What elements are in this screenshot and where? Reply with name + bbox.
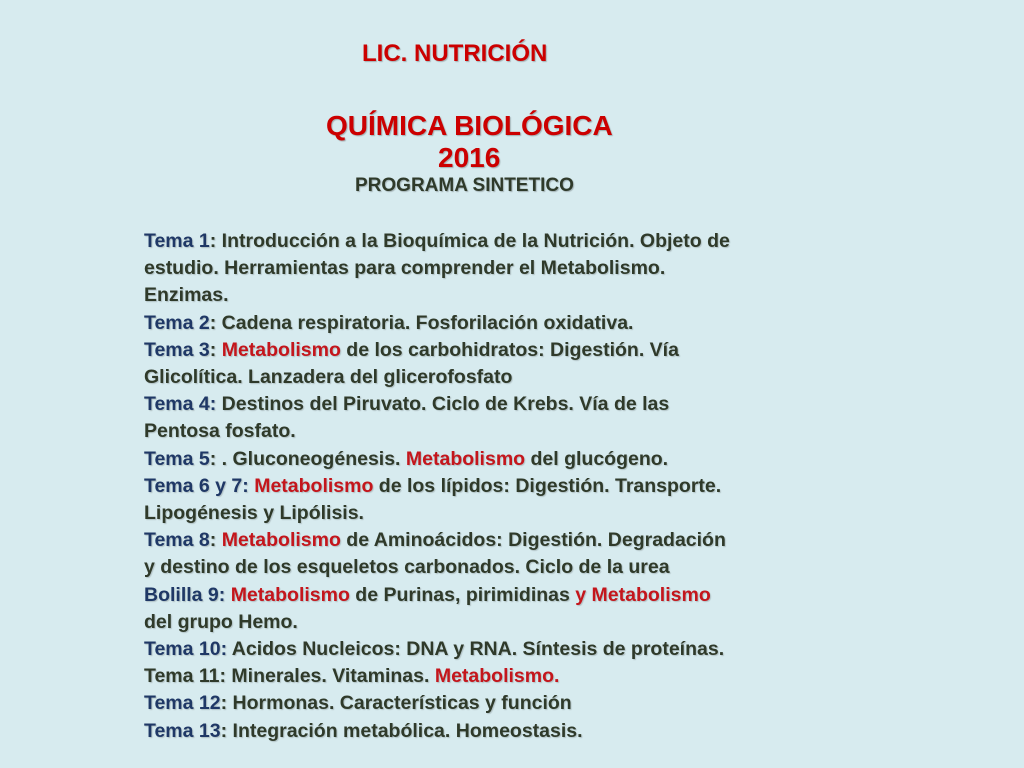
program-text-run: : Integración metabólica. Homeostasis.: [220, 719, 583, 742]
program-text-run: Metabolismo: [221, 529, 341, 552]
program-line: [144, 391, 844, 418]
program-text-run: Tema 10:: [144, 638, 232, 661]
program-text-run: Metabolismo: [230, 583, 350, 606]
program-line: [144, 364, 844, 391]
program-line: [144, 500, 844, 527]
program-text-run: Tema 6 y 7:: [144, 474, 255, 497]
program-line: [144, 255, 844, 282]
program-text-run: Tema 2: [144, 311, 210, 334]
program-line: [144, 527, 844, 554]
program-text-run: de Purinas, pirimidinas: [349, 583, 576, 606]
program-text-run: de Aminoácidos: Digestión. Degradación: [340, 529, 726, 552]
program-line: [144, 418, 844, 445]
program-text-run: : Introducción a la Bioquímica de la Nutrición. Objeto de: [209, 230, 730, 252]
program-text-run: :: [209, 338, 222, 361]
program-line: [144, 554, 844, 581]
program-text-run: Metabolismo: [254, 474, 374, 497]
program-text-run: Metabolismo.: [434, 665, 560, 688]
program-text-run: Glicolítica. Lanzadera del glicerofosfato: [144, 366, 513, 389]
program-line: [144, 446, 844, 473]
program-text-run: Metabolismo: [405, 447, 526, 470]
program-text-run: :: [209, 529, 222, 552]
program-text-run: y destino de los esqueletos carbonados. Ciclo de la urea: [144, 556, 670, 579]
program-text-run: Pentosa fosfato.: [144, 420, 296, 443]
program-text-run: Tema 1: [144, 230, 210, 252]
program-text-run: Enzimas.: [144, 284, 229, 307]
program-line: [144, 690, 844, 717]
program-text-run: Tema 13: [144, 719, 221, 742]
program-text-run: Lipogénesis y Lipólisis.: [144, 502, 364, 525]
program-line: [144, 636, 844, 663]
program-text-run: : Cadena respiratoria. Fosforilación oxidativa.: [209, 311, 634, 334]
program-line: [144, 718, 844, 745]
program-line: [144, 609, 844, 636]
program-text-run: Destinos del Piruvato. Ciclo de Krebs. Vía de las: [221, 393, 670, 416]
program-text-run: Acidos Nucleicos: DNA y RNA. Síntesis de proteínas.: [231, 638, 725, 661]
program-text-run: del glucógeno.: [525, 447, 669, 470]
program-text-run: Metabolismo: [221, 338, 341, 361]
program-text-run: de los lípidos: Digestión. Transporte.: [373, 474, 722, 497]
title-subject: QUÍMICA BIOLÓGICA: [326, 110, 613, 141]
program-text-run: Tema 3: [144, 338, 210, 361]
program-text-run: Tema 4:: [144, 393, 222, 416]
program-text-run: Tema 8: [144, 529, 210, 552]
program-text-run: Tema 12: [144, 692, 221, 715]
program-text-run: : . Gluconeogénesis.: [209, 447, 406, 470]
program-text-run: : Hormonas. Características y función: [220, 692, 572, 715]
program-line: [144, 663, 844, 690]
program-text-run: y Metabolismo: [575, 583, 711, 606]
program-line: [144, 473, 844, 500]
program-line: [144, 228, 844, 255]
title-career: LIC. NUTRICIÓN: [362, 40, 548, 67]
program-text-run: estudio. Herramientas para comprender el Metabolismo.: [144, 257, 666, 280]
program-text-run: Bolilla 9:: [144, 583, 231, 606]
program-line: [144, 282, 844, 309]
program-line: [144, 310, 844, 337]
program-line: [144, 582, 844, 609]
program-text-run: Tema 5: [144, 447, 210, 470]
title-year: 2016: [438, 142, 501, 173]
subtitle-program: PROGRAMA SINTETICO: [355, 175, 574, 196]
program-text-run: de los carbohidratos: Digestión. Vía: [340, 338, 679, 361]
program-list: [144, 228, 844, 745]
program-text-run: Tema 11: Minerales. Vitaminas.: [144, 665, 435, 688]
program-text-run: del grupo Hemo.: [144, 610, 298, 633]
program-line: [144, 337, 844, 364]
